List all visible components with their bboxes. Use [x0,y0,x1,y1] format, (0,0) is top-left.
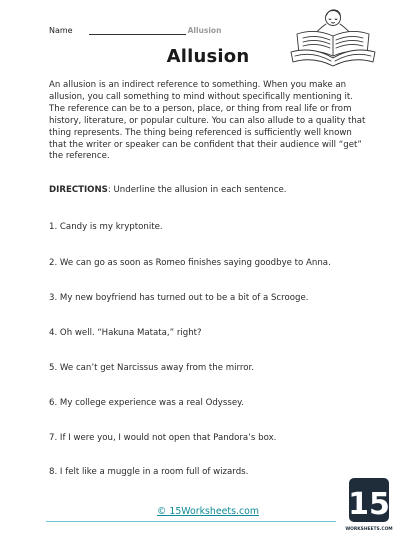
15worksheets-logo [345,478,393,535]
question-4: 4. Oh well. “Hakuna Matata,” right? [49,328,202,338]
directions-label: DIRECTIONS [49,185,108,195]
question-5: 5. We can’t get Narcissus away from the mirror. [49,363,254,373]
logo-text: WORKSHEETS.COM [345,527,393,532]
copyright-link[interactable]: © 15Worksheets.com [157,506,259,517]
question-3: 3. My new boyfriend has turned out to be a bit of a Scrooge. [49,293,309,303]
question-7: 7. If I were you, I would not open that Pandora’s box. [49,433,277,443]
question-1: 1. Candy is my kryptonite. [49,222,163,232]
directions [49,185,286,195]
topic-label: Allusion [187,26,222,35]
directions-text: : Underline the allusion in each sentence. [107,185,287,195]
footer-divider [46,521,336,522]
question-6: 6. My college experience was a real Odyssey. [49,398,244,408]
intro-paragraph: An allusion is an indirect reference to something. When you make an allusion, you call something to mind without specifically mentioning it. The reference can be to a person, place, or thing from real life or from history, literature, or popular culture. You can also allude to a quality that thing represents. The thing being referenced is sufficiently well known that the writer or speaker can be confident that their audience will “get” the reference. [49,80,366,162]
name-row [49,26,221,35]
question-2: 2. We can go as soon as Romeo finishes saying goodbye to Anna. [49,258,331,268]
name-blank-line[interactable] [89,26,186,35]
page-title: Allusion [166,46,250,67]
logo-number: 15 [348,487,390,522]
name-label: Name [49,26,73,35]
question-8: 8. I felt like a muggle in a room full of wizards. [49,467,249,477]
